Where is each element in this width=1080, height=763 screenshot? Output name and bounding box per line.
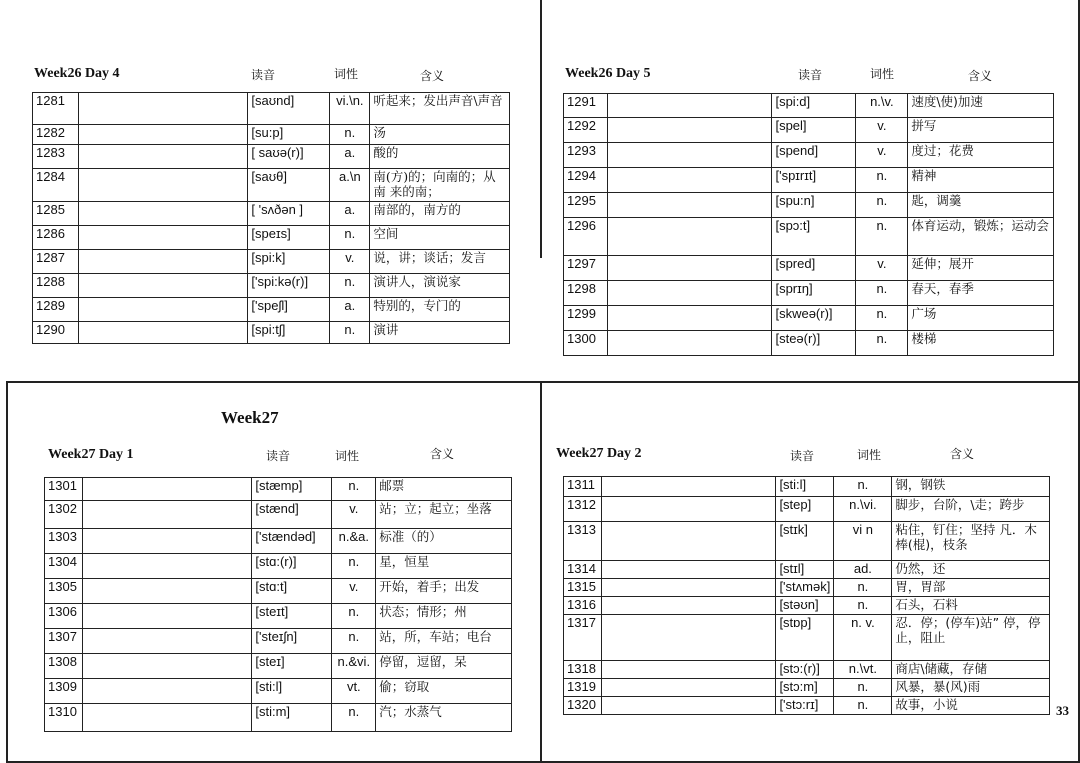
row-number: 1292 <box>564 118 608 143</box>
part-of-speech: ad. <box>834 561 892 579</box>
pronunciation: [ 'sʌðən ] <box>248 202 330 226</box>
row-number: 1304 <box>45 554 83 579</box>
row-number: 1291 <box>564 94 608 118</box>
word-cell <box>601 661 775 679</box>
word-cell <box>78 125 247 145</box>
pronunciation: ['spɪrɪt] <box>772 168 856 193</box>
word-cell <box>82 478 251 501</box>
row-number: 1281 <box>33 93 79 125</box>
pronunciation: [stɒp] <box>776 615 834 661</box>
meaning: 胃，胃部 <box>892 579 1050 597</box>
word-cell <box>601 679 775 697</box>
pronunciation: [stɑ:t] <box>252 579 332 604</box>
part-of-speech: n. <box>856 331 908 356</box>
row-number: 1312 <box>564 497 602 522</box>
table-row <box>33 322 510 344</box>
meaning: 汽；水蒸气 <box>376 704 512 732</box>
table-row <box>564 661 1050 679</box>
word-cell <box>78 298 247 322</box>
row-number: 1298 <box>564 281 608 306</box>
table-row <box>564 94 1054 118</box>
part-of-speech: n.\v. <box>856 94 908 118</box>
part-of-speech: vi.\n. <box>330 93 370 125</box>
word-cell <box>82 704 251 732</box>
meaning: 精神 <box>908 168 1054 193</box>
table-row <box>564 281 1054 306</box>
meaning: 南部的，南方的 <box>370 202 510 226</box>
pronunciation: ['spi:kə(r)] <box>248 274 330 298</box>
word-cell <box>78 250 247 274</box>
pronunciation: [su:p] <box>248 125 330 145</box>
table-row <box>33 274 510 298</box>
word-cell <box>78 226 247 250</box>
pronunciation: [stɔ:(r)] <box>776 661 834 679</box>
part-of-speech: v. <box>856 256 908 281</box>
word-cell <box>601 697 775 715</box>
pronunciation: [stɪl] <box>776 561 834 579</box>
word-cell <box>78 169 247 202</box>
pronunciation: [spel] <box>772 118 856 143</box>
meaning: 偷；窃取 <box>376 679 512 704</box>
table-row <box>33 250 510 274</box>
part-of-speech: vt. <box>332 679 376 704</box>
row-number: 1320 <box>564 697 602 715</box>
part-of-speech: vi n <box>834 522 892 561</box>
row-number: 1294 <box>564 168 608 193</box>
table-row <box>564 256 1054 281</box>
row-number: 1282 <box>33 125 79 145</box>
pronunciation: [skweə(r)] <box>772 306 856 331</box>
vocab-table-w26d5 <box>563 93 1054 356</box>
panel-divider-vertical-top <box>540 0 542 258</box>
word-cell <box>607 168 772 193</box>
part-of-speech: n. <box>856 218 908 256</box>
part-of-speech: n.&vi. <box>332 654 376 679</box>
part-of-speech: a.\n <box>330 169 370 202</box>
meaning: 状态；情形；州 <box>376 604 512 629</box>
header-pos-w26d5: 词性 <box>870 67 895 81</box>
pronunciation: [stɔ:m] <box>776 679 834 697</box>
part-of-speech: n. <box>856 306 908 331</box>
row-number: 1286 <box>33 226 79 250</box>
part-of-speech: n. <box>834 597 892 615</box>
row-number: 1284 <box>33 169 79 202</box>
table-row <box>564 218 1054 256</box>
meaning: 停留，逗留，呆 <box>376 654 512 679</box>
pronunciation: [stəʊn] <box>776 597 834 615</box>
pronunciation: [steɪt] <box>252 604 332 629</box>
part-of-speech: n.\vi. <box>834 497 892 522</box>
pronunciation: [stɑ:(r)] <box>252 554 332 579</box>
table-row <box>564 306 1054 331</box>
pronunciation: [steɪ] <box>252 654 332 679</box>
row-number: 1283 <box>33 145 79 169</box>
row-number: 1297 <box>564 256 608 281</box>
vocab-table-w27d1 <box>44 477 512 732</box>
meaning: 酸的 <box>370 145 510 169</box>
meaning: 特别的，专门的 <box>370 298 510 322</box>
table-row <box>564 118 1054 143</box>
meaning: 南(方)的；向南的；从南 来的南； <box>370 169 510 202</box>
row-number: 1319 <box>564 679 602 697</box>
pronunciation: [spi:k] <box>248 250 330 274</box>
pronunciation: ['speʃl] <box>248 298 330 322</box>
row-number: 1315 <box>564 579 602 597</box>
meaning: 广场 <box>908 306 1054 331</box>
section-title-w27d1: Week27 Day 1 <box>48 447 134 462</box>
section-title-w26d5: Week26 Day 5 <box>565 66 651 81</box>
pronunciation: [stæmp] <box>252 478 332 501</box>
part-of-speech: v. <box>856 118 908 143</box>
table-row <box>33 125 510 145</box>
row-number: 1311 <box>564 477 602 497</box>
row-number: 1287 <box>33 250 79 274</box>
row-number: 1285 <box>33 202 79 226</box>
word-cell <box>607 118 772 143</box>
part-of-speech: a. <box>330 145 370 169</box>
word-cell <box>78 322 247 344</box>
table-row <box>33 298 510 322</box>
row-number: 1318 <box>564 661 602 679</box>
meaning: 楼梯 <box>908 331 1054 356</box>
week27-heading: Week27 <box>221 408 279 427</box>
meaning: 标准（的） <box>376 529 512 554</box>
table-row <box>45 501 512 529</box>
meaning: 延伸；展开 <box>908 256 1054 281</box>
pronunciation: [spu:n] <box>772 193 856 218</box>
meaning: 体育运动，锻炼；运动会 <box>908 218 1054 256</box>
pronunciation: [spend] <box>772 143 856 168</box>
pronunciation: [steə(r)] <box>772 331 856 356</box>
pronunciation: ['stʌmək] <box>776 579 834 597</box>
meaning: 春天，春季 <box>908 281 1054 306</box>
pronunciation: ['stændəd] <box>252 529 332 554</box>
part-of-speech: n.\vt. <box>834 661 892 679</box>
word-cell <box>82 654 251 679</box>
pronunciation: [spi:d] <box>772 94 856 118</box>
part-of-speech: n. <box>330 322 370 344</box>
part-of-speech: n. <box>330 226 370 250</box>
row-number: 1288 <box>33 274 79 298</box>
pronunciation: [ saʊə(r)] <box>248 145 330 169</box>
header-pos-w27d1: 词性 <box>335 449 360 463</box>
table-row <box>564 579 1050 597</box>
row-number: 1299 <box>564 306 608 331</box>
header-meaning-w26d5: 含义 <box>968 69 993 83</box>
word-cell <box>607 193 772 218</box>
part-of-speech: n. v. <box>834 615 892 661</box>
meaning: 度过；花费 <box>908 143 1054 168</box>
table-row <box>564 331 1054 356</box>
pronunciation: [spɔ:t] <box>772 218 856 256</box>
meaning: 开始，着手；出发 <box>376 579 512 604</box>
word-cell <box>82 501 251 529</box>
row-number: 1317 <box>564 615 602 661</box>
pronunciation: [sti:l] <box>776 477 834 497</box>
pronunciation: [spred] <box>772 256 856 281</box>
table-row <box>564 697 1050 715</box>
meaning: 粘住，钉住；坚持 凡．木棒(棍)，枝条 <box>892 522 1050 561</box>
header-meaning-w27d1: 含义 <box>430 447 455 461</box>
word-cell <box>607 218 772 256</box>
part-of-speech: n. <box>332 604 376 629</box>
part-of-speech: n. <box>332 478 376 501</box>
word-cell <box>601 497 775 522</box>
table-row <box>45 529 512 554</box>
part-of-speech: a. <box>330 202 370 226</box>
part-of-speech: n. <box>856 193 908 218</box>
table-row <box>33 202 510 226</box>
pronunciation: [speɪs] <box>248 226 330 250</box>
table-row <box>33 169 510 202</box>
pronunciation: [sti:l] <box>252 679 332 704</box>
part-of-speech: n. <box>332 629 376 654</box>
meaning: 仍然，还 <box>892 561 1050 579</box>
word-cell <box>82 554 251 579</box>
pronunciation: [sti:m] <box>252 704 332 732</box>
meaning: 星，恒星 <box>376 554 512 579</box>
panel-divider-horizontal <box>6 381 1080 383</box>
row-number: 1289 <box>33 298 79 322</box>
page-border-left <box>6 381 8 763</box>
row-number: 1316 <box>564 597 602 615</box>
header-meaning-w27d2: 含义 <box>950 447 975 461</box>
row-number: 1302 <box>45 501 83 529</box>
word-cell <box>607 256 772 281</box>
table-row <box>564 522 1050 561</box>
word-cell <box>607 331 772 356</box>
row-number: 1314 <box>564 561 602 579</box>
part-of-speech: n. <box>834 579 892 597</box>
part-of-speech: v. <box>332 501 376 529</box>
word-cell <box>78 202 247 226</box>
meaning: 邮票 <box>376 478 512 501</box>
row-number: 1313 <box>564 522 602 561</box>
pronunciation: ['stɔ:rɪ] <box>776 697 834 715</box>
table-row <box>564 477 1050 497</box>
meaning: 速度\使)加速 <box>908 94 1054 118</box>
meaning: 演讲 <box>370 322 510 344</box>
section-title-w27d2: Week27 Day 2 <box>556 446 642 461</box>
part-of-speech: n. <box>856 168 908 193</box>
header-pron-w27d2: 读音 <box>790 449 815 463</box>
pronunciation: ['steɪʃn] <box>252 629 332 654</box>
row-number: 1309 <box>45 679 83 704</box>
row-number: 1308 <box>45 654 83 679</box>
word-cell <box>78 145 247 169</box>
table-row <box>564 168 1054 193</box>
table-row <box>33 226 510 250</box>
pronunciation: [step] <box>776 497 834 522</box>
part-of-speech: v. <box>856 143 908 168</box>
meaning: 站，所，车站；电台 <box>376 629 512 654</box>
table-row <box>45 704 512 732</box>
meaning: 故事，小说 <box>892 697 1050 715</box>
pronunciation: [stɪk] <box>776 522 834 561</box>
part-of-speech: n. <box>330 274 370 298</box>
table-row <box>45 478 512 501</box>
part-of-speech: n.&a. <box>332 529 376 554</box>
header-pron-w26d5: 读音 <box>798 68 823 82</box>
meaning: 拼写 <box>908 118 1054 143</box>
pronunciation: [stænd] <box>252 501 332 529</box>
part-of-speech: v. <box>330 250 370 274</box>
table-row <box>564 497 1050 522</box>
word-cell <box>82 529 251 554</box>
meaning: 空间 <box>370 226 510 250</box>
meaning: 商店\储藏，存储 <box>892 661 1050 679</box>
pronunciation: [sprɪŋ] <box>772 281 856 306</box>
header-pos-w27d2: 词性 <box>857 448 882 462</box>
part-of-speech: v. <box>332 579 376 604</box>
page-number: 33 <box>1056 703 1069 718</box>
word-cell <box>601 579 775 597</box>
table-row <box>45 679 512 704</box>
word-cell <box>78 93 247 125</box>
page-border-right <box>1078 0 1080 763</box>
word-cell <box>82 604 251 629</box>
meaning: 说，讲；谈话；发言 <box>370 250 510 274</box>
table-row <box>45 579 512 604</box>
part-of-speech: a. <box>330 298 370 322</box>
part-of-speech: n. <box>834 679 892 697</box>
row-number: 1296 <box>564 218 608 256</box>
pronunciation: [saʊnd] <box>248 93 330 125</box>
word-cell <box>607 143 772 168</box>
vocab-table-w27d2 <box>563 476 1050 715</box>
table-row <box>45 604 512 629</box>
row-number: 1293 <box>564 143 608 168</box>
pronunciation: [saʊθ] <box>248 169 330 202</box>
word-cell <box>82 629 251 654</box>
row-number: 1300 <box>564 331 608 356</box>
meaning: 钢，钢铁 <box>892 477 1050 497</box>
row-number: 1295 <box>564 193 608 218</box>
part-of-speech: n. <box>332 554 376 579</box>
meaning: 风暴，暴(风)雨 <box>892 679 1050 697</box>
table-row <box>564 561 1050 579</box>
table-row <box>33 93 510 125</box>
part-of-speech: n. <box>856 281 908 306</box>
page-border-bottom <box>6 761 1080 763</box>
table-row <box>564 193 1054 218</box>
meaning: 汤 <box>370 125 510 145</box>
word-cell <box>601 561 775 579</box>
meaning: 脚步，台阶，\走；跨步 <box>892 497 1050 522</box>
header-pos-w26d4: 词性 <box>334 67 359 81</box>
table-row <box>33 145 510 169</box>
word-cell <box>601 522 775 561</box>
meaning: 匙，调羹 <box>908 193 1054 218</box>
vocab-table-w26d4 <box>32 92 510 344</box>
table-row <box>564 143 1054 168</box>
word-cell <box>601 477 775 497</box>
row-number: 1305 <box>45 579 83 604</box>
word-cell <box>607 94 772 118</box>
part-of-speech: n. <box>834 697 892 715</box>
table-row <box>45 629 512 654</box>
word-cell <box>601 597 775 615</box>
header-meaning-w26d4: 含义 <box>420 69 445 83</box>
meaning: 听起来；发出声音\声音 <box>370 93 510 125</box>
table-row <box>564 679 1050 697</box>
word-cell <box>607 306 772 331</box>
panel-divider-vertical-bottom <box>540 382 542 763</box>
word-cell <box>601 615 775 661</box>
row-number: 1310 <box>45 704 83 732</box>
meaning: 忍．停；(停车)站” 停，停止，阻止 <box>892 615 1050 661</box>
word-cell <box>78 274 247 298</box>
table-row <box>45 654 512 679</box>
header-pron-w27d1: 读音 <box>266 449 291 463</box>
meaning: 石头，石料 <box>892 597 1050 615</box>
table-row <box>564 597 1050 615</box>
row-number: 1303 <box>45 529 83 554</box>
table-row <box>45 554 512 579</box>
pronunciation: [spi:tʃ] <box>248 322 330 344</box>
part-of-speech: n. <box>332 704 376 732</box>
section-title-w26d4: Week26 Day 4 <box>34 66 120 81</box>
table-row <box>564 615 1050 661</box>
header-pron-w26d4: 读音 <box>251 68 276 82</box>
row-number: 1290 <box>33 322 79 344</box>
part-of-speech: n. <box>834 477 892 497</box>
row-number: 1306 <box>45 604 83 629</box>
word-cell <box>607 281 772 306</box>
meaning: 演讲人，演说家 <box>370 274 510 298</box>
row-number: 1301 <box>45 478 83 501</box>
part-of-speech: n. <box>330 125 370 145</box>
word-cell <box>82 679 251 704</box>
row-number: 1307 <box>45 629 83 654</box>
word-cell <box>82 579 251 604</box>
meaning: 站；立；起立；坐落 <box>376 501 512 529</box>
